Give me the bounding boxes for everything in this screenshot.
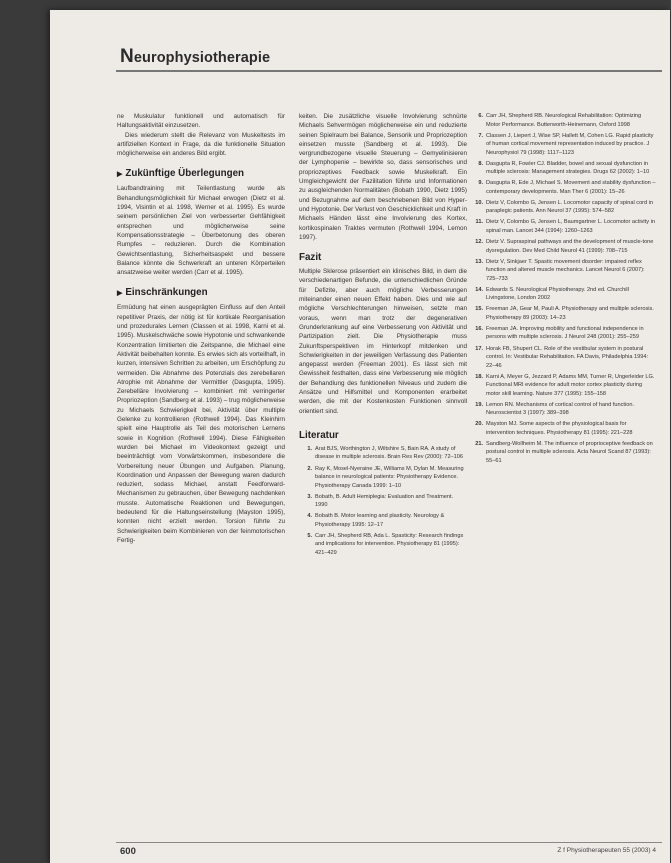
reference-item <box>470 258 656 284</box>
reference-text: Dietz V. Supraspinal pathways and the development of muscle-tone dysregulation. Dev Med Child Neurol 41 (1999): 708–715 <box>486 239 654 254</box>
reference-item <box>299 445 467 462</box>
reference-item <box>470 420 656 437</box>
reference-text: Dietz V, Colombo G, Jensen L. Locomotor capacity of spinal cord in paraplegic patients. Ann Neurol 37 (1995): 574–582 <box>486 199 654 215</box>
section-heading <box>117 168 285 181</box>
reference-number: 6. <box>478 113 483 119</box>
paragraph: keiten. Die zusätzliche visuelle Involvierung schnürte Michaels Sehvermögen möglicherweise ein und reduzierte seinen Spielraum bei Balance, Sensorik und Propriozeption einsetzen musste (Sandberg et al. 1993). Die vergrundbezogene visuelle Steuerung – Gemyelinisieren der Lymphopenie – bewirkte so, dass sensorisches und propriozeptives Feedback sowie Muskelkraft. Ein Umgleichgewicht der Fazilitation führte und Informationen zu ausgleichenden Normalitäten (Bobath 1990, Dietz 1995) und Bezugnahme auf dem beschriebenen Bild von Hyper- und Hypotonie. Der Verlust von Geschicklichkeit und Kraft in Michaels Händen lässt eine Involvierung des Kortex, kortikospinalen Traktes vermuten (Rothwell 1994, Lemon 1997). <box>299 113 468 241</box>
section-heading-text: Zukünftige Überlegungen <box>125 168 245 180</box>
section-heading <box>117 287 285 300</box>
reference-number: 8. <box>478 160 483 167</box>
reference-text: Dietz V, Colombo G, Jensen L, Baumgartner L. Locomotor activity in spinal man. Lancet 344 (1994): 1260–1263 <box>486 219 655 234</box>
reference-number: 3. <box>307 493 312 500</box>
reference-number: 11. <box>475 219 483 226</box>
header-title: europhysiotherapie <box>133 50 271 66</box>
reference-number: 16. <box>475 325 483 332</box>
reference-number: 13. <box>475 258 483 265</box>
triangle-bullet-icon: ▶ <box>117 171 123 179</box>
reference-text: Karni A, Meyer G, Jezzard P, Adams MM, Turner R, Ungerleider LG. Functional MRI evidence for adult motor cortex plasticity during motor skill learning. Nature 377 (1995): 155–158 <box>486 373 655 397</box>
paragraph: Laufbandtraining mit Teilentlastung wurde als Behandlungsmöglichkeit für Michael erwogen (Dietz et al. 1994, Visintin et al. 1998, Werner et al. 1995). Es wurde seinem persönlichen Ziel von verbesserter Gehfähigkeit entsprechen und möglicherweise seine Kompensationsstrategie – Überbetonung des oberen Rumpfes – reduzieren. Durch die Kombination Gewichtsentlastung, Sicherheitsaspekt und bessere Balance könnte die Schwerkraft an unteren Körperteilen ansatzweise weiter werden (Carr et al. 1995). <box>117 185 285 277</box>
reference-text: Lemon RN. Mechanisms of cortical control of hand function. Neuroscientist 3 (1997): 389–398 <box>486 401 634 417</box>
reference-item <box>299 512 467 529</box>
reference-number: 2. <box>307 465 312 472</box>
reference-number: 15. <box>475 306 483 313</box>
reference-text: Arat BJS, Worthington J, Wiltshire S, Bain RA. A study of disease in multiple sclerosis. Brain Res Rev (2000): 72–106 <box>315 445 463 461</box>
reference-text: Freeman JA. Improving mobility and functional independence in persons with multiple sclerosis. J Neurol 248 (2001): 255–259 <box>486 325 644 341</box>
reference-number: 19. <box>475 401 483 408</box>
reference-item <box>470 345 656 371</box>
reference-text: Carr JH, Shepherd RB. Neurological Rehabilitation: Optimizing Motor Performance. Butterworth-Heinemann, Oxford 1998 <box>486 113 642 128</box>
paragraph: Ermüdung hat einen ausgeprägten Einfluss auf den Anteil repetitiver Praxis, der nötig ist für kortikale Reorganisation und prozedurales Lernen (Classen et al. 1998, Karni et al. 1995). Muskelschwäche sowie Hypotonie und schwankende Konzentration limitierten die Zeitspanne, die Michael eine Aktivität beibehalten konnte. Es erwies sich als vorteilhaft, in kurzen, intensiven Schritten zu arbeiten, um Erschöpfung zu vermeiden. Die Abnahme des Potenzials des zerebellaren Atrophie mit Abnahme der Vermittler (Dasgupta, 1995). Zerebelläre Involvierung – kombiniert mit verringerter Propriozeption (Sandberg et al. 1993) – trug möglicherweise zu Michaels Schwierigkeit bei, Aktivität über multiple Gelenke zu kontrollieren (Rothwell 1994). Das Kleinhirn spielt eine Hauptrolle als Teil des motorischen Lernens sowie in Kognition (Rothwell 1994). Diese Fähigkeiten wurden bei Michael im Videokontext gezeigt und beeinträchtigt vom Vorwärtskommen, insbesondere die Vorbereitung neuer Übungen und Aufgaben. Planung, Koordination und Anpassen der Bewegung waren dadurch reduziert, sodass Michael, anstatt Feedforward-Mechanismen zu gebrauchen, über Bewegung nachdenken musste. Automatische Reaktionen und Bewegungen, bedeutend für die Haltungseinstellung (Mayston 1995), konnten nicht erzielt werden. Torsion führte zu Schwierigkeiten beim Kombinieren von der feinmotorischen Fertig- <box>117 304 286 544</box>
paragraph: ne Muskulatur funktionell und automatisch für Haltungsaktivität einzusetzen. <box>117 113 285 130</box>
reference-text: Classen J, Liepert J, Wise SP, Hallett M, Cohen LG. Rapid plasticity of human cortical movement representation induced by practice. J Neurophysiol 79 (1998): 1117–1123 <box>486 132 654 156</box>
reference-item <box>470 401 656 418</box>
footer-rule <box>116 842 662 843</box>
reference-text: Dietz V, Sinkjaer T. Spastic movement disorder: impaired reflex function and altered muscle mechanics. Lancet Neurol 6 (2007): 725–733 <box>486 258 645 282</box>
reference-item <box>470 112 656 129</box>
reference-number: 14. <box>475 286 483 293</box>
reference-text: Dasgupta R, Fowler CJ. Bladder, bowel and sexual dysfunction in multiple sclerosis: Management strategies. Drugs 62 (2002): 1–10 <box>486 160 650 176</box>
column-1 <box>117 112 285 545</box>
header-initial: N <box>120 46 134 67</box>
header-rule <box>116 70 662 72</box>
reference-number: 18. <box>475 373 483 380</box>
reference-number: 20. <box>475 421 483 428</box>
column-3 <box>470 112 656 468</box>
reference-text: Carr JH, Shepherd RB, Ada L. Spasticity: Research findings and implications for intervention. Physiotherapy 81 (1995): 421–429 <box>315 532 464 556</box>
reference-number: 12. <box>475 239 483 246</box>
reference-item <box>470 199 656 216</box>
reference-item <box>470 218 656 235</box>
reference-item <box>470 373 656 399</box>
section-header <box>120 46 270 68</box>
reference-text: Bobath, B. Adult Hemiplegia: Evaluation and Treatment. 1990 <box>315 493 454 509</box>
reference-item <box>299 465 467 491</box>
reference-item <box>470 132 656 158</box>
reference-number: 5. <box>307 532 312 539</box>
reference-item <box>470 305 656 322</box>
page-number: 600 <box>120 846 136 857</box>
paragraph: Dies wiederum stellt die Relevanz von Muskeltests im artifiziellen Kontext in Frage, da die funktionelle Situation möglicherweise ein anderes Bild ergibt. <box>117 131 285 158</box>
reference-number: 10. <box>475 199 483 206</box>
reference-text: Edwards S. Neurological Physiotherapy. 2nd ed. Churchill Livingstone, London 2002 <box>486 286 629 302</box>
reference-number: 7. <box>478 132 483 139</box>
reference-list <box>299 445 467 557</box>
section-heading: Fazit <box>299 252 322 264</box>
journal-citation: Z f Physiotherapeuten 55 (2003) 4 <box>557 847 656 854</box>
reference-item <box>470 179 656 196</box>
reference-text: Bobath B. Motor learning and plasticity. Neurology & Physiotherapy 1995: 12–17 <box>315 513 445 528</box>
reference-item <box>470 238 656 255</box>
column-2 <box>299 112 467 560</box>
reference-number: 17. <box>475 345 483 352</box>
reference-item <box>470 325 656 342</box>
reference-text: Dasgupta R, Ede J, Michael S. Movement and stability dysfunction – contemporary developments. Man Ther 6 (2001): 15–26 <box>486 180 656 195</box>
reference-text: Ray K, Mosel-Nyeraine JE, Williams M, Dylan M. Measuring balance in neurological patients: Physiotherapy Evidence. Physiotherapy Canada 1999: 1–10 <box>315 465 464 489</box>
reference-item <box>299 532 467 558</box>
paper-page <box>50 10 670 863</box>
reference-item <box>299 493 467 510</box>
reference-item <box>470 286 656 303</box>
reference-number: 1. <box>307 445 312 452</box>
reference-number: 9. <box>478 180 483 187</box>
reference-number: 4. <box>307 513 312 520</box>
reference-item <box>470 440 656 466</box>
reference-text: Sandberg-Wollheim M. The influence of proprioceptive feedback on postural control in multiple sclerosis. Acta Neurol Scand 87 (1993): 55–61 <box>486 440 653 464</box>
paragraph: Multiple Sklerose präsentiert ein klinisches Bild, in dem die verschiedenartigen Befunde, die unterschiedlichen Gründe für Defizite, aber auch mögliche Verbesserungen miteinander einen neuen Effekt haben. Dies und wie auf mögliche Verschlechterungen hinweisen, setzte man voraus, wenn man trotz der degenerativen Grunderkrankung auf eine Verbesserung von Aktivität und Partizipation zielt. Die Physiotherapie muss Zukunftsperspektiven im Hinterkopf mitdenken und Schwierigkeiten in der jeweiligen Verfassung des Patienten angepasst werden (Freeman 2001). Es lässt sich mit Gewissheit festhalten, dass eine Verbesserung wie möglich der Behandlung des funktionellen Niveaus und zudem die Ansätze und Hilfsmittel und Komponenten erarbeitet werden, die mit der Kostenkosten Funktionen sinnvoll orientiert sind. <box>299 268 467 415</box>
triangle-bullet-icon: ▶ <box>117 290 123 298</box>
reference-list <box>470 112 656 465</box>
section-heading: Literatur <box>299 429 339 441</box>
reference-text: Horak FB, Shupert CL. Role of the vestibular system in postural control. In: Vestibular Rehabilitation. FA Davis, Philadelphia 1994: 22–46 <box>486 345 649 369</box>
reference-item <box>470 160 656 177</box>
section-heading-text: Einschränkungen <box>125 287 208 299</box>
reference-text: Freeman JA, Gear M, Pauli A. Physiotherapy and multiple sclerosis. Physiotherapy 89 (2003): 14–23 <box>486 306 654 321</box>
reference-text: Mayston MJ. Some aspects of the physiological basis for intervention techniques. Physiotherapy 81 (1995): 221–228 <box>486 421 633 436</box>
reference-number: 21. <box>475 440 483 447</box>
